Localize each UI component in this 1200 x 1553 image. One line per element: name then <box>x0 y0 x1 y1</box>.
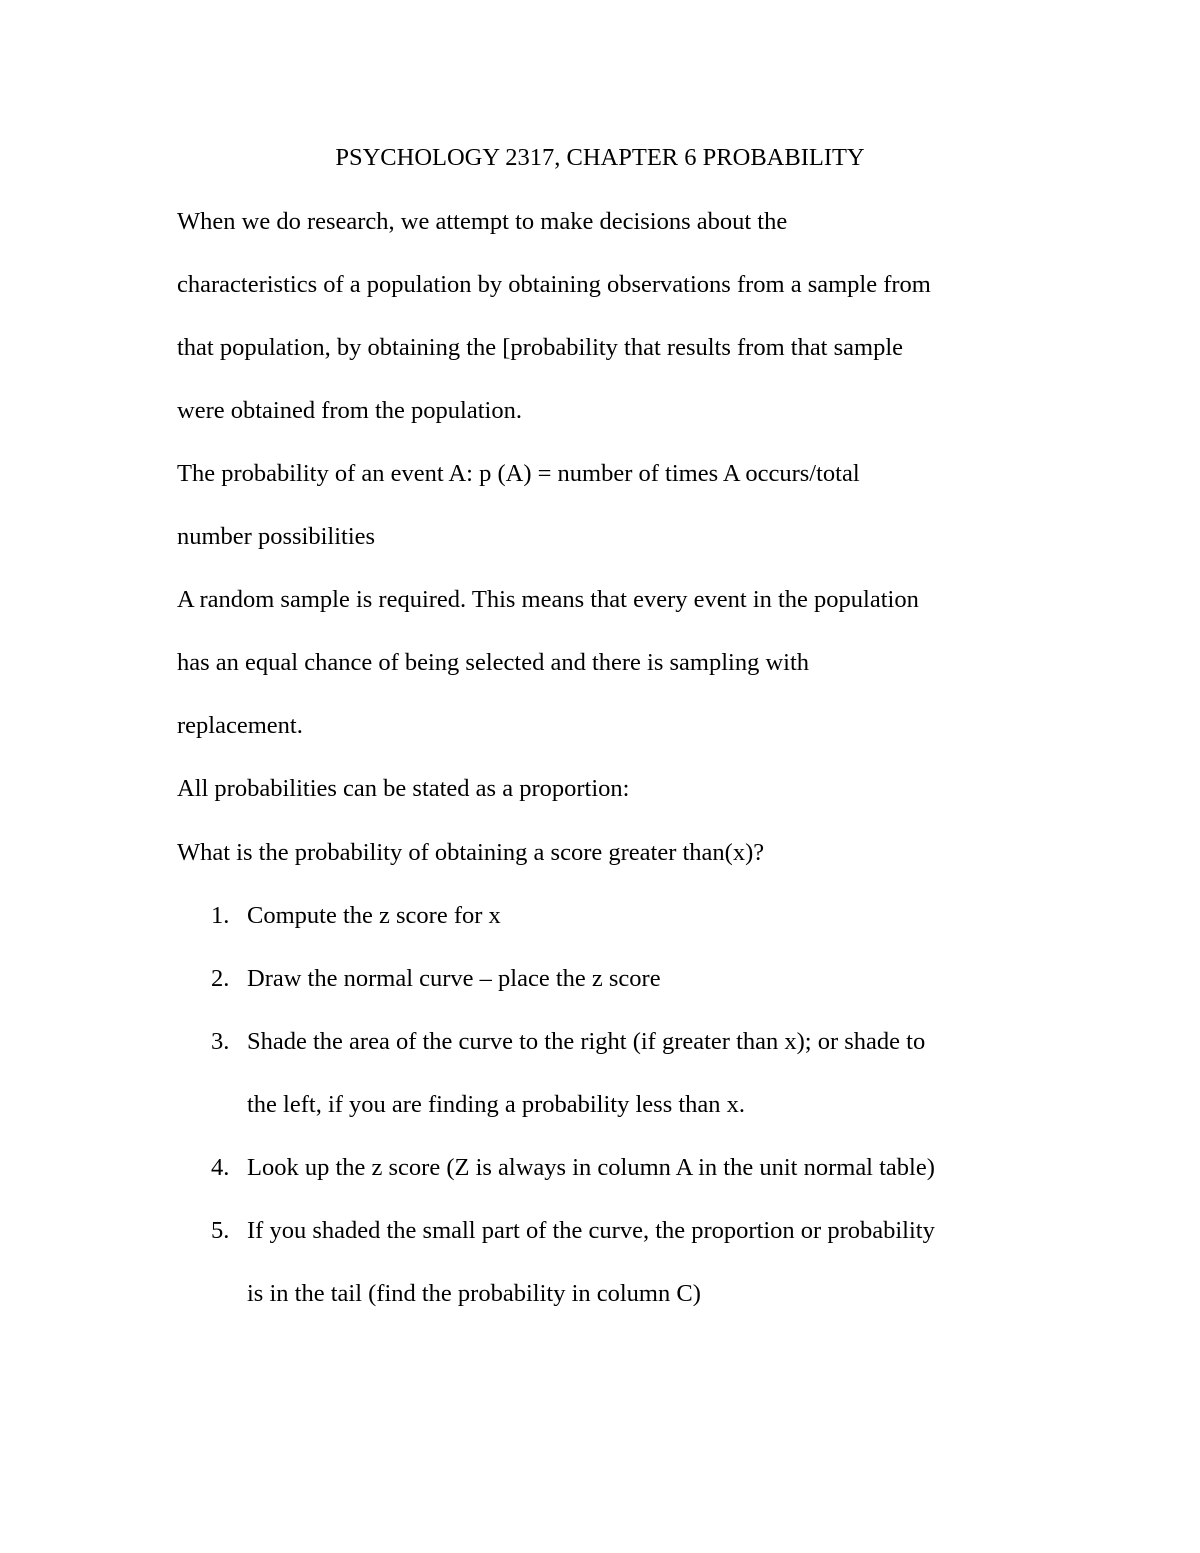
step-text-continued: the left, if you are finding a probability less than x. <box>247 1091 746 1118</box>
step-text: Look up the z score (Z is always in column A in the unit normal table) <box>247 1154 935 1181</box>
step-number: 5. <box>211 1217 230 1244</box>
step-number: 3. <box>211 1028 230 1055</box>
paragraph-3-line-3: replacement. <box>177 712 303 739</box>
step-text: Shade the area of the curve to the right (if greater than x); or shade to <box>247 1028 926 1055</box>
step-text: Compute the z score for x <box>247 902 501 929</box>
paragraph-2-line-2: number possibilities <box>177 523 376 550</box>
step-number: 4. <box>211 1154 230 1181</box>
paragraph-1-line-1: When we do research, we attempt to make decisions about the <box>177 208 788 235</box>
paragraph-1-line-4: were obtained from the population. <box>177 397 522 424</box>
paragraph-5: What is the probability of obtaining a score greater than(x)? <box>177 839 765 866</box>
paragraph-3-line-2: has an equal chance of being selected and there is sampling with <box>177 649 810 676</box>
step-number: 2. <box>211 965 230 992</box>
paragraph-4: All probabilities can be stated as a proportion: <box>177 775 630 802</box>
step-text: If you shaded the small part of the curve, the proportion or probability <box>247 1217 935 1244</box>
document-title: PSYCHOLOGY 2317, CHAPTER 6 PROBABILITY <box>335 144 865 171</box>
paragraph-1-line-3: that population, by obtaining the [probability that results from that sample <box>177 334 904 361</box>
paragraph-2-line-1: The probability of an event A: p (A) = number of times A occurs/total <box>177 460 860 487</box>
step-text-continued: is in the tail (find the probability in column C) <box>247 1280 701 1307</box>
step-number: 1. <box>211 902 230 929</box>
step-text: Draw the normal curve – place the z score <box>247 965 661 992</box>
paragraph-3-line-1: A random sample is required. This means that every event in the population <box>177 586 919 613</box>
paragraph-1-line-2: characteristics of a population by obtaining observations from a sample from <box>177 271 931 298</box>
